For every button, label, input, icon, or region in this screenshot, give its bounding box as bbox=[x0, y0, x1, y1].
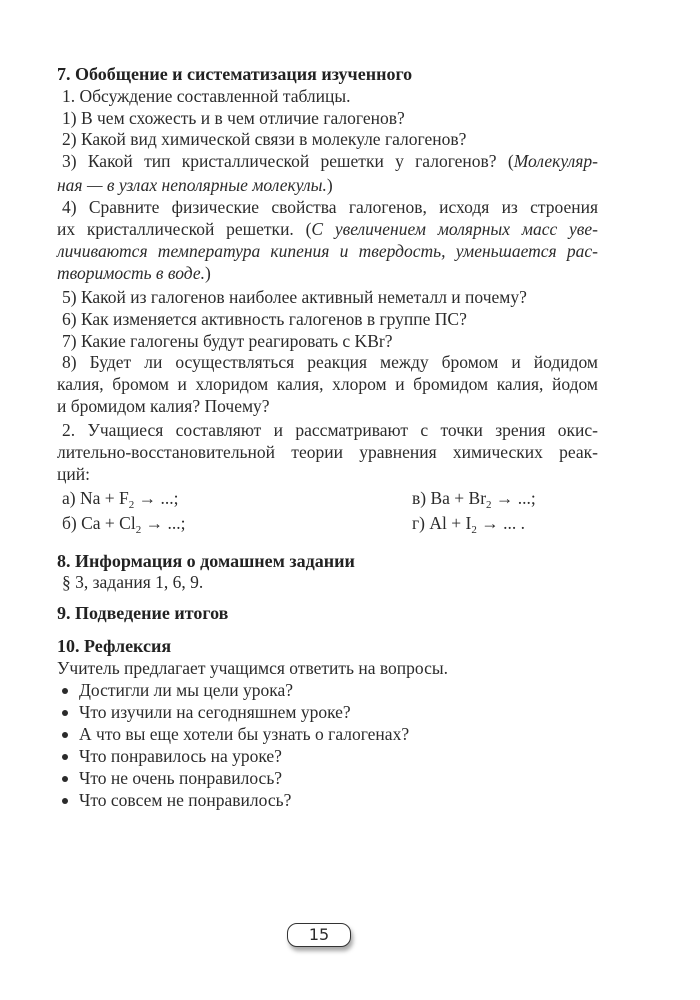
bullet-icon bbox=[62, 798, 68, 804]
question-3-cont bbox=[57, 174, 598, 196]
bullet-item bbox=[62, 767, 603, 789]
bullet-text: А что вы еще хотели бы узнать о галогенах? bbox=[79, 724, 410, 744]
bullet-icon bbox=[62, 688, 68, 694]
subscript: 2 bbox=[135, 524, 142, 536]
item-2: 2. Учащиеся составляют и рассматривают с точки зрения окис- bbox=[62, 420, 598, 440]
bullet-text: Что совсем не понравилось? bbox=[79, 790, 292, 810]
question-8-cont: калия, бромом и хлоридом калия, хлором и бромидом калия, йодом bbox=[57, 374, 598, 394]
bullet-text: Достигли ли мы цели урока? bbox=[79, 680, 293, 700]
question-4-cont bbox=[57, 218, 598, 240]
bullet-item bbox=[62, 789, 603, 811]
reaction-g-right: → ... . bbox=[476, 513, 525, 533]
reaction-g-left: г) Al + I bbox=[412, 513, 472, 533]
bullet-icon bbox=[62, 776, 68, 782]
question-4-text: их кристаллической решетки. ( bbox=[57, 219, 312, 239]
page-number: 15 bbox=[287, 923, 351, 947]
homework-text: § 3, задания 1, 6, 9. bbox=[62, 572, 204, 592]
question-3-answer-cont: ная — в узлах неполярные молекулы. bbox=[57, 175, 327, 195]
question-3-text: 3) Какой тип кристаллической решетки у галогенов? ( bbox=[62, 151, 514, 171]
question-3 bbox=[62, 150, 598, 172]
question-4-answer-end-text: творимость в воде. bbox=[57, 263, 205, 283]
question-2: 2) Какой вид химической связи в молекуле галогенов? bbox=[62, 129, 467, 149]
question-3-answer: Молекуляр- bbox=[513, 151, 598, 171]
bullet-item bbox=[62, 723, 603, 745]
question-8: 8) Будет ли осуществляться реакция между бромом и йодидом bbox=[62, 352, 598, 372]
reaction-v-left: в) Ba + Br bbox=[412, 488, 487, 508]
question-4-answer-cont: личиваются температура кипения и твердость, уменьшается рас- bbox=[57, 241, 598, 261]
question-4-answer: С увеличением молярных масс уве- bbox=[311, 219, 598, 239]
question-4-answer-end bbox=[57, 262, 598, 284]
section-10-heading: 10. Рефлексия bbox=[57, 636, 172, 656]
subscript: 2 bbox=[128, 499, 135, 511]
bullet-icon bbox=[62, 754, 68, 760]
bullet-text: Что изучили на сегодняшнем уроке? bbox=[79, 702, 351, 722]
item-2-cont: лительно-восстановительной теории уравнения химических реак- bbox=[57, 442, 598, 462]
bullet-icon bbox=[62, 732, 68, 738]
reaction-a bbox=[62, 488, 179, 511]
reaction-b-right: → ...; bbox=[141, 513, 186, 533]
item-2-end: ций: bbox=[57, 464, 90, 484]
question-5: 5) Какой из галогенов наиболее активный неметалл и почему? bbox=[62, 287, 527, 307]
question-1: 1) В чем схожесть и в чем отличие галогенов? bbox=[62, 108, 405, 128]
reaction-a-right: → ...; bbox=[134, 488, 179, 508]
section-7-heading: 7. Обобщение и систематизация изученного bbox=[57, 64, 413, 84]
question-6: 6) Как изменяется активность галогенов в группе ПС? bbox=[62, 309, 467, 329]
question-4: 4) Сравните физические свойства галогенов, исходя из строения bbox=[62, 197, 598, 217]
paren: ) bbox=[204, 263, 211, 283]
bullet-item bbox=[62, 745, 603, 767]
subscript: 2 bbox=[486, 499, 492, 511]
reaction-v bbox=[412, 487, 536, 509]
reaction-row-1 bbox=[62, 487, 598, 509]
subscript: 2 bbox=[471, 524, 477, 536]
reaction-row-2 bbox=[62, 512, 598, 534]
bullet-text: Что понравилось на уроке? bbox=[79, 746, 282, 766]
paragraph-line: 1. Обсуждение составленной таблицы. bbox=[62, 86, 351, 106]
reaction-v-right: → ...; bbox=[491, 488, 536, 508]
paren: ) bbox=[326, 175, 333, 195]
bullet-item bbox=[62, 701, 603, 723]
bullet-icon bbox=[62, 710, 68, 716]
section-8-heading: 8. Информация о домашнем задании bbox=[57, 551, 355, 571]
reaction-a-left: а) Na + F bbox=[62, 488, 129, 508]
reflection-intro: Учитель предлагает учащимся ответить на вопросы. bbox=[57, 658, 448, 678]
question-7: 7) Какие галогены будут реагировать с KBr? bbox=[62, 331, 393, 351]
reaction-b-left: б) Ca + Cl bbox=[62, 513, 136, 533]
reaction-g bbox=[412, 512, 525, 534]
bullet-item bbox=[62, 679, 603, 701]
question-8-end: и бромидом калия? Почему? bbox=[57, 396, 270, 416]
bullet-text: Что не очень понравилось? bbox=[79, 768, 283, 788]
section-9-heading: 9. Подведение итогов bbox=[57, 603, 229, 623]
reaction-b bbox=[62, 513, 186, 536]
